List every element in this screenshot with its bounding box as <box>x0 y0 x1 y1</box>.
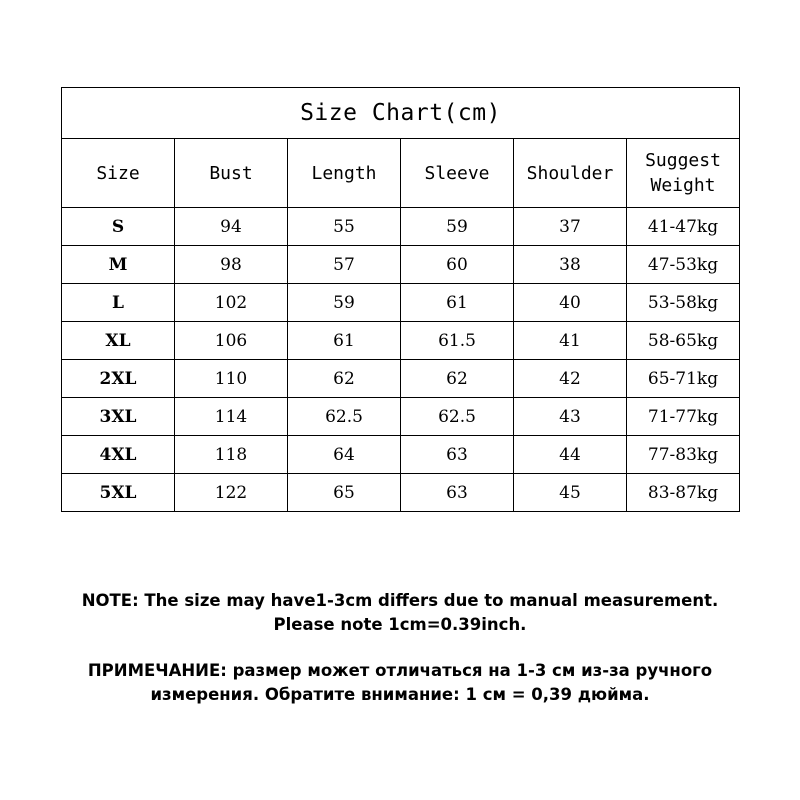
cell-sleeve: 61.5 <box>401 322 514 360</box>
cell-shoulder: 44 <box>514 436 627 474</box>
cell-bust: 110 <box>175 360 288 398</box>
cell-sleeve: 62.5 <box>401 398 514 436</box>
cell-sleeve: 63 <box>401 436 514 474</box>
cell-length: 57 <box>288 246 401 284</box>
cell-weight: 47-53kg <box>627 246 740 284</box>
cell-size: XL <box>62 322 175 360</box>
cell-sleeve: 62 <box>401 360 514 398</box>
note-russian-line2: измерения. Обратите внимание: 1 см = 0,39 дюйма. <box>150 685 650 704</box>
table-row <box>62 246 740 284</box>
cell-shoulder: 37 <box>514 208 627 246</box>
cell-size: 4XL <box>62 436 175 474</box>
title-row <box>62 88 740 139</box>
note-russian-line1: ПРИМЕЧАНИЕ: размер может отличаться на 1-3 см из-за ручного <box>87 661 713 680</box>
cell-size: L <box>62 284 175 322</box>
cell-weight: 53-58kg <box>627 284 740 322</box>
header-bust: Bust <box>175 139 288 208</box>
header-size: Size <box>62 139 175 208</box>
cell-length: 61 <box>288 322 401 360</box>
header-shoulder: Shoulder <box>514 139 627 208</box>
cell-bust: 98 <box>175 246 288 284</box>
cell-bust: 118 <box>175 436 288 474</box>
cell-length: 59 <box>288 284 401 322</box>
cell-length: 64 <box>288 436 401 474</box>
cell-weight: 58-65kg <box>627 322 740 360</box>
header-length: Length <box>288 139 401 208</box>
cell-sleeve: 60 <box>401 246 514 284</box>
table-row <box>62 208 740 246</box>
cell-shoulder: 41 <box>514 322 627 360</box>
cell-size: 2XL <box>62 360 175 398</box>
cell-length: 65 <box>288 474 401 512</box>
cell-size: S <box>62 208 175 246</box>
cell-weight: 77-83kg <box>627 436 740 474</box>
header-row <box>62 139 740 208</box>
table-title: Size Chart(cm) <box>62 88 740 139</box>
cell-weight: 41-47kg <box>627 208 740 246</box>
cell-shoulder: 40 <box>514 284 627 322</box>
header-sleeve: Sleeve <box>401 139 514 208</box>
cell-bust: 114 <box>175 398 288 436</box>
table-row <box>62 322 740 360</box>
cell-shoulder: 38 <box>514 246 627 284</box>
cell-bust: 94 <box>175 208 288 246</box>
table-row <box>62 474 740 512</box>
cell-sleeve: 63 <box>401 474 514 512</box>
cell-bust: 106 <box>175 322 288 360</box>
cell-length: 55 <box>288 208 401 246</box>
note-english-line2: Please note 1cm=0.39inch. <box>273 615 527 634</box>
cell-sleeve: 61 <box>401 284 514 322</box>
header-weight-line2: Weight <box>650 175 716 196</box>
table-row <box>62 360 740 398</box>
size-table <box>61 87 740 512</box>
cell-size: 3XL <box>62 398 175 436</box>
cell-length: 62 <box>288 360 401 398</box>
size-chart <box>61 87 739 512</box>
table-row <box>62 436 740 474</box>
cell-bust: 122 <box>175 474 288 512</box>
cell-size: M <box>62 246 175 284</box>
note-english-line1: NOTE: The size may have1-3cm differs due to manual measurement. <box>81 591 719 610</box>
table-row <box>62 284 740 322</box>
table-row <box>62 398 740 436</box>
cell-weight: 83-87kg <box>627 474 740 512</box>
note-russian <box>0 659 800 707</box>
cell-bust: 102 <box>175 284 288 322</box>
cell-shoulder: 42 <box>514 360 627 398</box>
note-english <box>0 589 800 637</box>
cell-weight: 65-71kg <box>627 360 740 398</box>
cell-sleeve: 59 <box>401 208 514 246</box>
cell-size: 5XL <box>62 474 175 512</box>
cell-length: 62.5 <box>288 398 401 436</box>
cell-shoulder: 45 <box>514 474 627 512</box>
cell-shoulder: 43 <box>514 398 627 436</box>
cell-weight: 71-77kg <box>627 398 740 436</box>
header-suggest-weight <box>627 139 740 208</box>
header-weight-line1: Suggest <box>645 150 721 171</box>
